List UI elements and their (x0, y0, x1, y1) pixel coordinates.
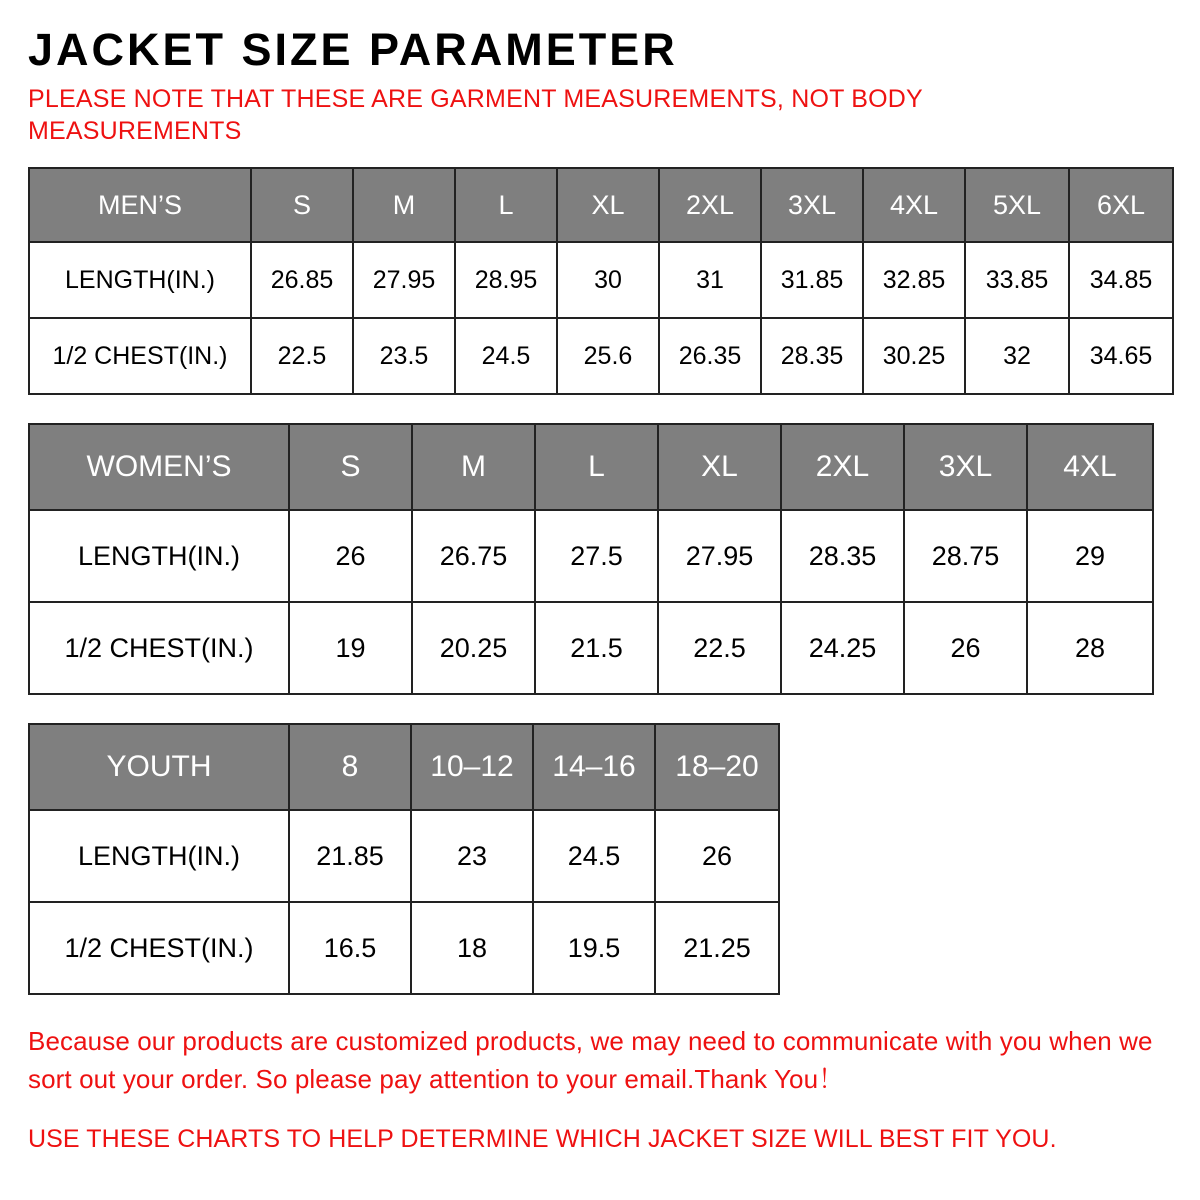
table-header-cell: M (412, 424, 535, 510)
table-row (29, 902, 779, 994)
table-cell: 32.85 (863, 242, 965, 318)
table-cell: 26.85 (251, 242, 353, 318)
footer-notes (28, 1023, 1168, 1157)
page-title: JACKET SIZE PARAMETER (28, 24, 678, 75)
table-header-cell: 5XL (965, 168, 1069, 242)
table-header-cell: 2XL (659, 168, 761, 242)
table-header-cell: XL (557, 168, 659, 242)
table-header-row (29, 724, 779, 810)
table-cell: 22.5 (251, 318, 353, 394)
table-cell: 23 (411, 810, 533, 902)
table-header-cell: 18–20 (655, 724, 779, 810)
table-cell: 28.35 (781, 510, 904, 602)
table-cell: 18 (411, 902, 533, 994)
row-label: 1/2 CHEST(IN.) (29, 902, 289, 994)
table-cell: 27.95 (658, 510, 781, 602)
table-cell: 26 (904, 602, 1027, 694)
table-cell: 16.5 (289, 902, 411, 994)
table-header-cell: S (251, 168, 353, 242)
table-header-row (29, 424, 1153, 510)
table-cell: 20.25 (412, 602, 535, 694)
table-header-cell: 14–16 (533, 724, 655, 810)
footer-chart-usage-note: USE THESE CHARTS TO HELP DETERMINE WHICH JACKET SIZE WILL BEST FIT YOU. (28, 1124, 1057, 1153)
table-header-cell: 3XL (761, 168, 863, 242)
table-cell: 28.95 (455, 242, 557, 318)
youth-size-table (28, 723, 780, 995)
row-label: 1/2 CHEST(IN.) (29, 318, 251, 394)
table-cell: 23.5 (353, 318, 455, 394)
table-cell: 26.75 (412, 510, 535, 602)
table-cell: 32 (965, 318, 1069, 394)
row-label: LENGTH(IN.) (29, 510, 289, 602)
table-header-cell: WOMEN’S (29, 424, 289, 510)
row-label: LENGTH(IN.) (29, 810, 289, 902)
table-header-cell: YOUTH (29, 724, 289, 810)
table-cell: 31 (659, 242, 761, 318)
womens-size-table (28, 423, 1154, 695)
table-header-cell: 4XL (863, 168, 965, 242)
table-row (29, 810, 779, 902)
measurement-note: PLEASE NOTE THAT THESE ARE GARMENT MEASUREMENTS, NOT BODY MEASUREMENTS (28, 85, 923, 146)
table-cell: 19.5 (533, 902, 655, 994)
table-cell: 29 (1027, 510, 1153, 602)
table-cell: 21.25 (655, 902, 779, 994)
table-header-cell: XL (658, 424, 781, 510)
table-cell: 24.5 (455, 318, 557, 394)
table-cell: 27.5 (535, 510, 658, 602)
table-header-cell: 8 (289, 724, 411, 810)
table-row (29, 510, 1153, 602)
table-cell: 26 (655, 810, 779, 902)
table-header-cell: 2XL (781, 424, 904, 510)
table-cell: 30 (557, 242, 659, 318)
table-cell: 31.85 (761, 242, 863, 318)
table-cell: 21.85 (289, 810, 411, 902)
table-cell: 24.25 (781, 602, 904, 694)
table-cell: 34.85 (1069, 242, 1173, 318)
table-cell: 28 (1027, 602, 1153, 694)
table-row (29, 318, 1173, 394)
table-cell: 22.5 (658, 602, 781, 694)
table-cell: 19 (289, 602, 412, 694)
table-cell: 30.25 (863, 318, 965, 394)
table-cell: 26.35 (659, 318, 761, 394)
table-header-cell: 10–12 (411, 724, 533, 810)
table-cell: 27.95 (353, 242, 455, 318)
table-header-cell: L (455, 168, 557, 242)
table-header-cell: MEN’S (29, 168, 251, 242)
table-cell: 26 (289, 510, 412, 602)
table-cell: 34.65 (1069, 318, 1173, 394)
table-header-cell: M (353, 168, 455, 242)
table-header-cell: 4XL (1027, 424, 1153, 510)
table-header-cell: S (289, 424, 412, 510)
row-label: 1/2 CHEST(IN.) (29, 602, 289, 694)
table-header-cell: L (535, 424, 658, 510)
table-row (29, 602, 1153, 694)
table-cell: 24.5 (533, 810, 655, 902)
table-cell: 21.5 (535, 602, 658, 694)
table-header-cell: 3XL (904, 424, 1027, 510)
table-cell: 25.6 (557, 318, 659, 394)
row-label: LENGTH(IN.) (29, 242, 251, 318)
table-cell: 33.85 (965, 242, 1069, 318)
table-cell: 28.75 (904, 510, 1027, 602)
table-row (29, 242, 1173, 318)
table-cell: 28.35 (761, 318, 863, 394)
table-header-cell: 6XL (1069, 168, 1173, 242)
footer-customization-note: Because our products are customized products, we may need to communicate with you when we sort out your order. So please pay attention to your email.Thank You！ (28, 1026, 1153, 1094)
mens-size-table (28, 167, 1174, 395)
table-header-row (29, 168, 1173, 242)
